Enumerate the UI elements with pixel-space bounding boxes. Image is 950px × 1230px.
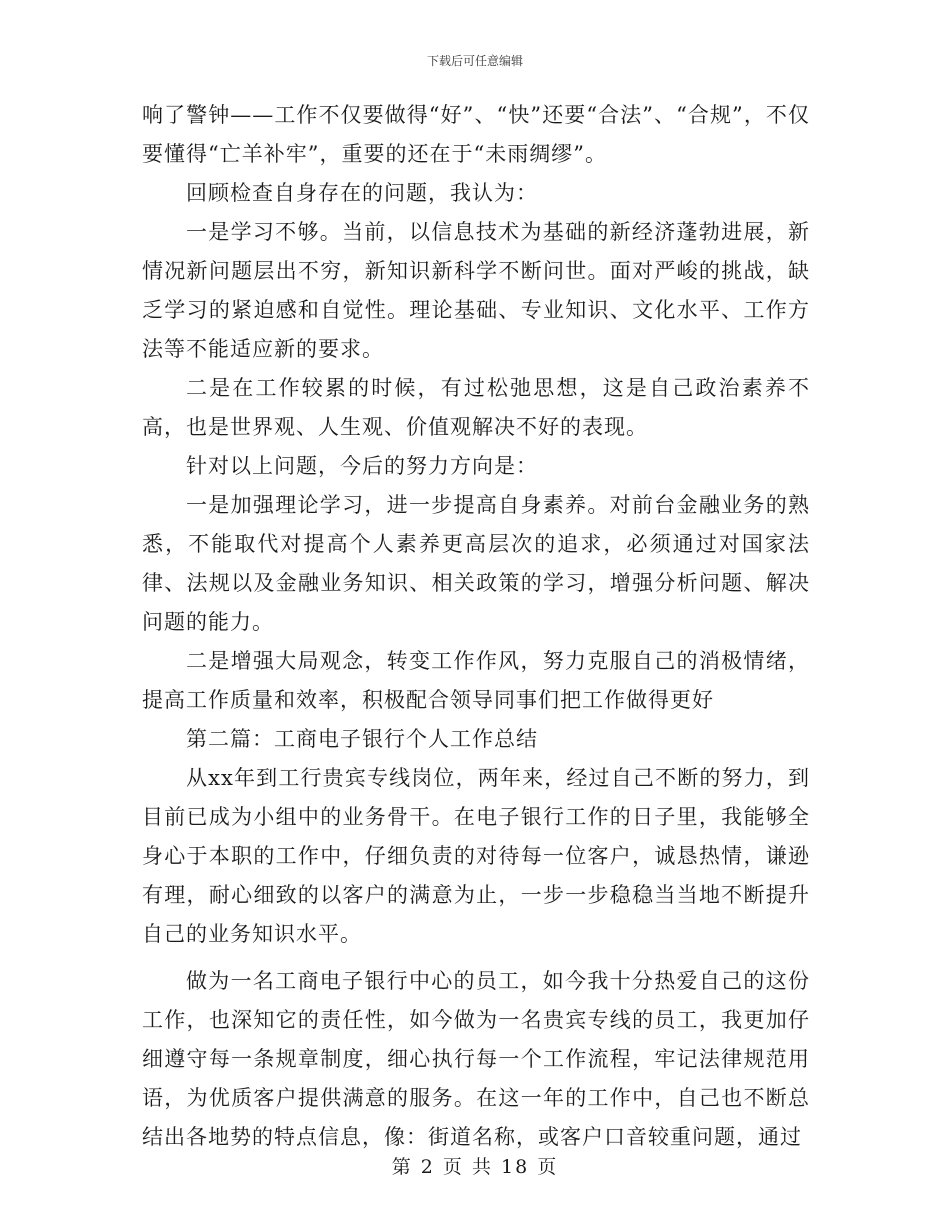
- paragraph-summary-2: 做为一名工商电子银行中心的员工，如今我十分热爱自己的这份工作，也深知它的责任性，如今做为一名贵宾专线的员工，我更加仔细遵守每一条规章制度，细心执行每一个工作流程，牢记法律规范用语，为优质客户提供满意的服务。在这一年的工作中，自己也不断总结出各地势的特点信息，像：街道名称，或客户口音较重问题，通过: [142, 969, 810, 1149]
- page-number: 第 2 页 共 18 页: [391, 1156, 559, 1178]
- paragraph-problem-1: 一是学习不够。当前，以信息技术为基础的新经济蓬勃进展，新情况新问题层出不穷，新知识新科学不断问世。面对严峻的挑战，缺乏学习的紧迫感和自觉性。理论基础、专业知识、文化水平、工作方法等不能适应新的要求。: [142, 220, 810, 361]
- paragraph-direction-intro: 针对以上问题，今后的努力方向是：: [186, 454, 538, 478]
- paragraph-summary-1: 从xx年到工行贵宾专线岗位，两年来，经过自己不断的努力，到目前已成为小组中的业务骨干。在电子银行工作的日子里，我能够全身心于本职的工作中，仔细负责的对待每一位客户，诚恳热情，谦逊有理，耐心细致的以客户的满意为止，一步一步稳稳当当地不断提升自己的业务知识水平。: [142, 766, 810, 946]
- paragraph-continuation: 响了警钟——工作不仅要做得“好”、“快”还要“合法”、“合规”，不仅要懂得“亡羊补牢”，重要的还在于“未雨绸缪”。: [142, 103, 810, 166]
- paragraph-direction-2: 二是增强大局观念，转变工作作风，努力克服自己的消极情绪，提高工作质量和效率，积极配合领导同事们把工作做得更好: [142, 649, 810, 712]
- paragraph-direction-1: 一是加强理论学习，进一步提高自身素养。对前台金融业务的熟悉，不能取代对提高个人素养更高层次的追求，必须通过对国家法律、法规以及金融业务知识、相关政策的学习，增强分析问题、解决问题的能力。: [142, 493, 810, 634]
- page-header-note: 下载后可任意编辑: [426, 54, 523, 68]
- document-body: [142, 96, 810, 1157]
- section-heading-part-two: 第二篇：工商电子银行个人工作总结: [186, 727, 538, 751]
- paragraph-review-intro: 回顾检查自身存在的问题，我认为：: [186, 181, 538, 205]
- paragraph-problem-2: 二是在工作较累的时候，有过松弛思想，这是自己政治素养不高，也是世界观、人生观、价值观解决不好的表现。: [142, 376, 810, 439]
